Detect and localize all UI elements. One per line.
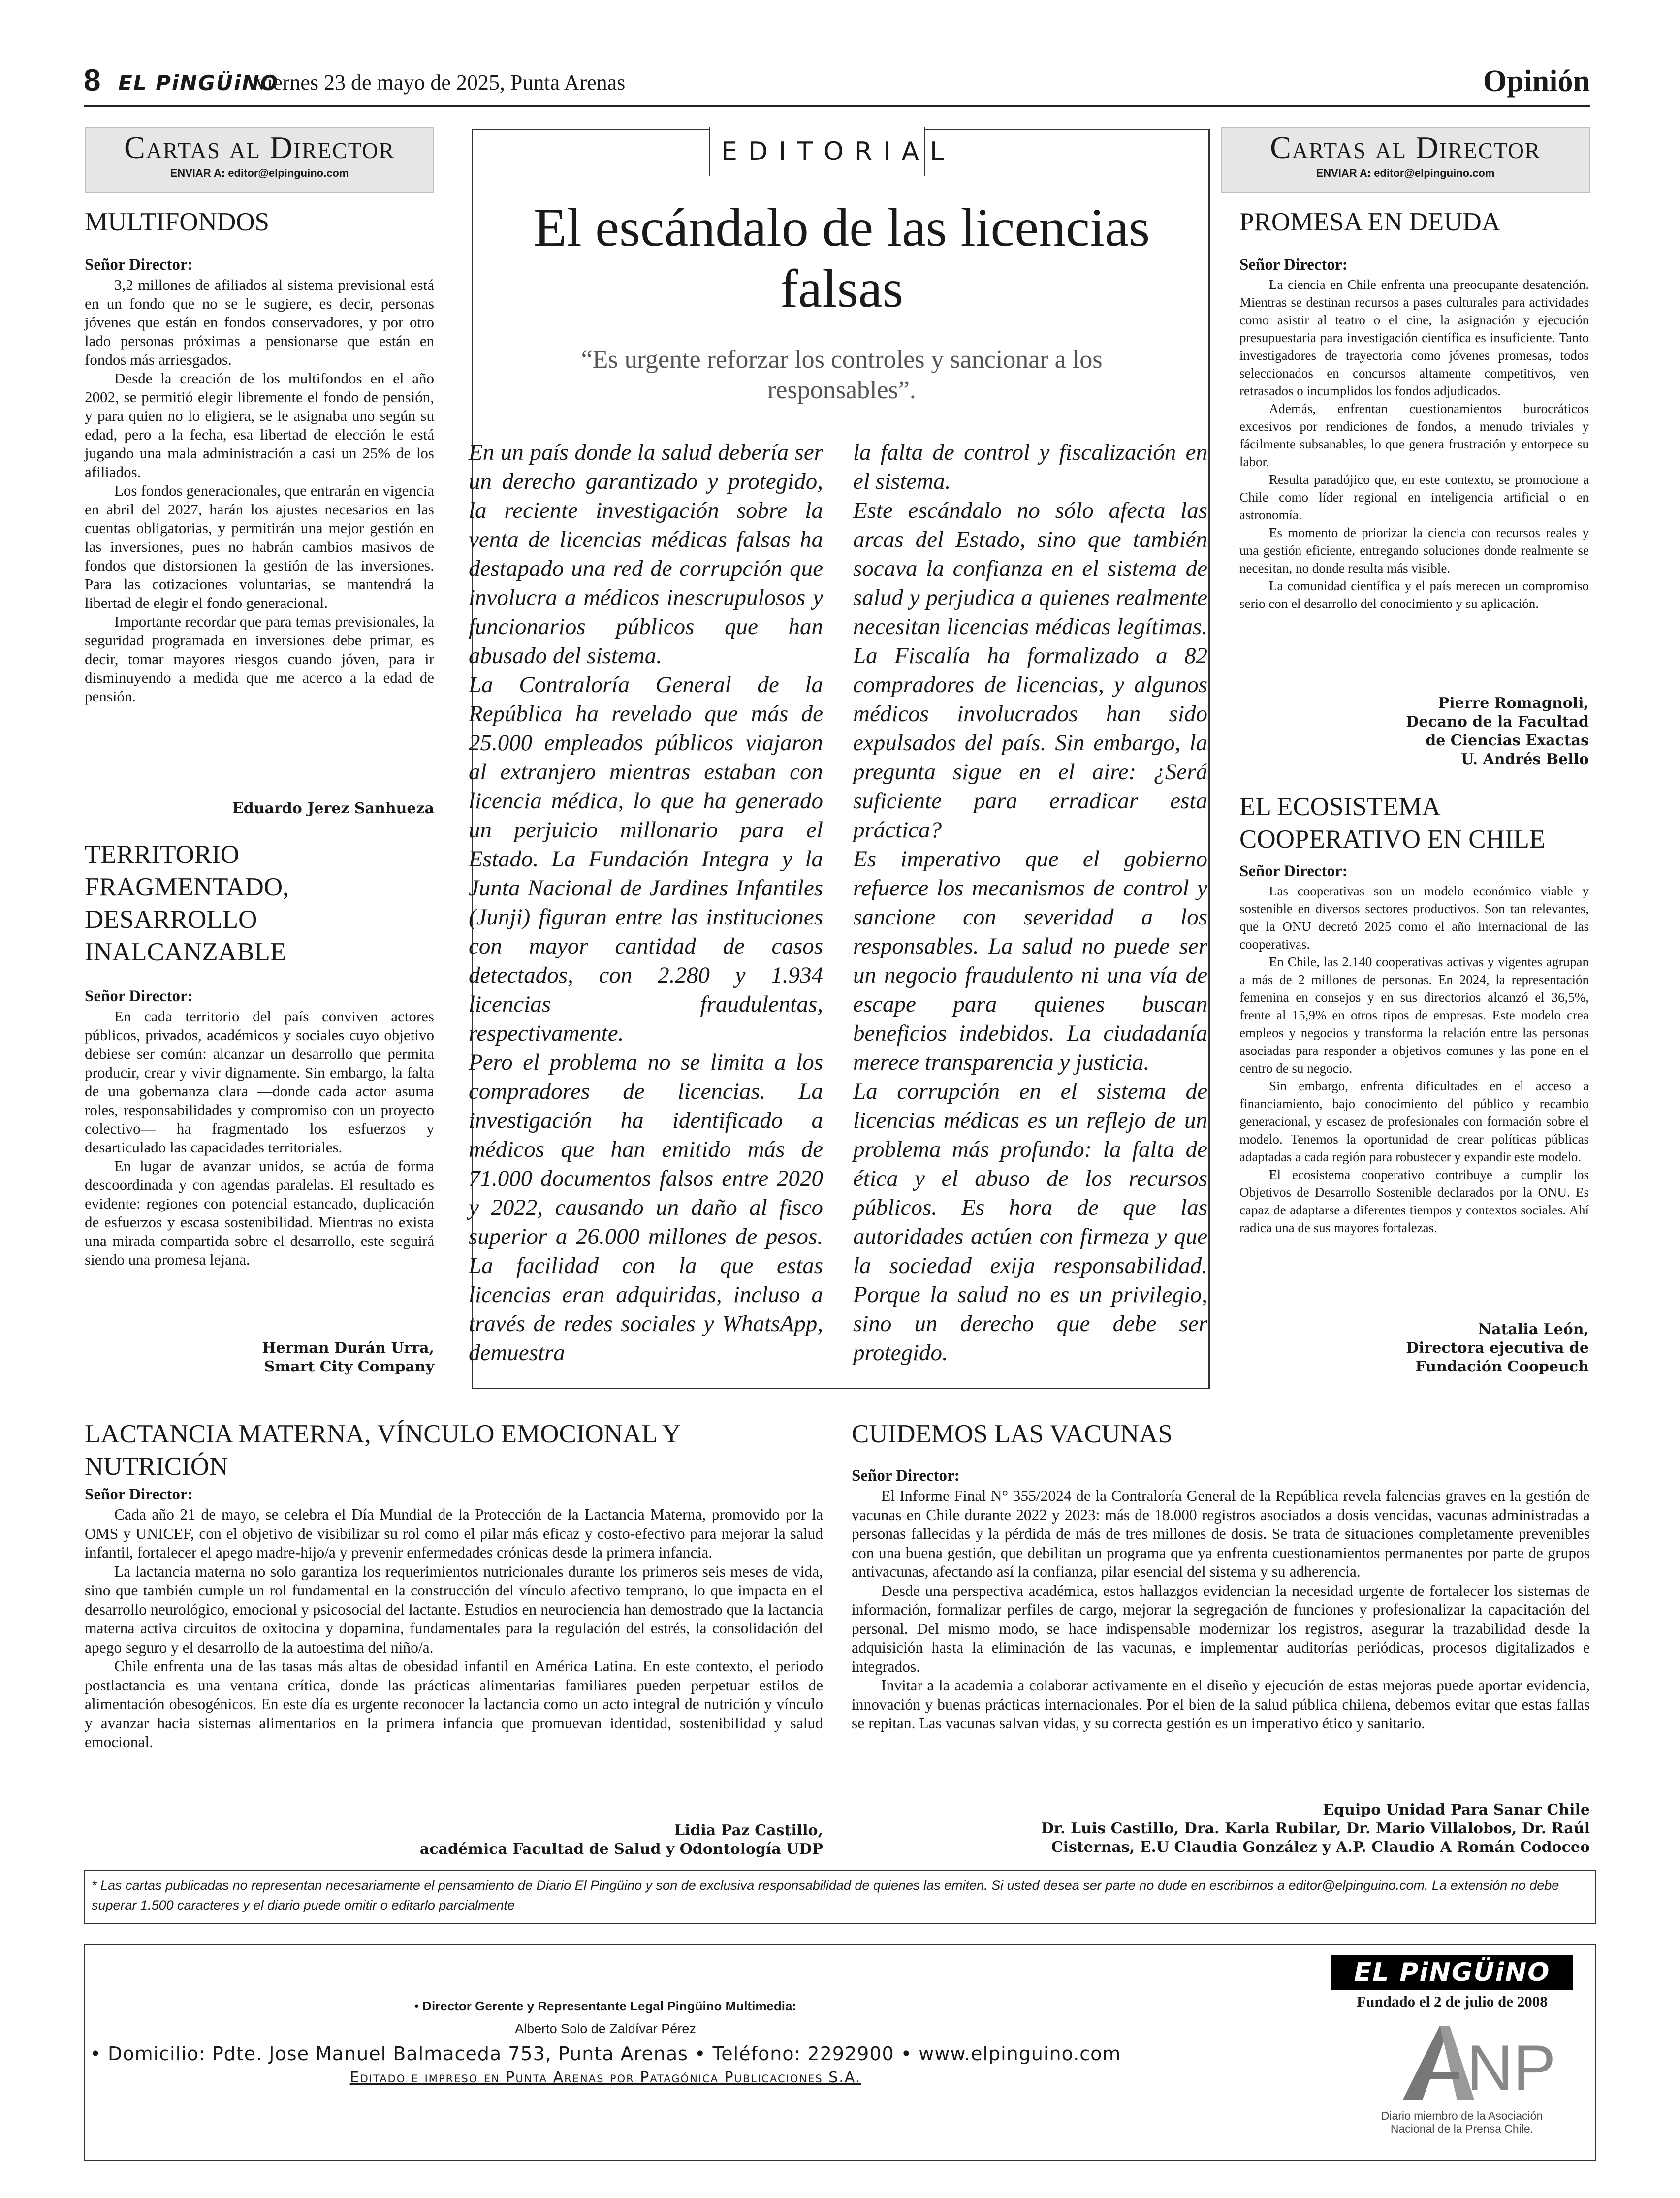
letter-salute: Señor Director: [85,1486,193,1503]
paragraph: 3,2 millones de afiliados al sistema previsional está en un fondo que no se le sugiere, es decir, personas jóvenes que están en fondos conservadores, y por otro lado personas próximas a pensionarse que están en fondos más arriesgados. [85,276,434,368]
paragraph: La lactancia materna no solo garantiza los requerimientos nutricionales durante los primeros seis meses de vida, sino que también cumple un rol fundamental en la construcción del vínculo afectivo temprano, lo que impacta en el desarrollo neurológico, emocional y psicosocial del lactante. Estudios en neurociencia han demostrado que la lactancia materna activa circuitos de oxitocina y dopamina, fundamentales para la regulación del estrés, la consolidación del apego seguro y el desarrollo de la autoestima del niño/a. [85,1562,823,1656]
letter-title-vacunas: CUIDEMOS LAS VACUNAS [852,1420,1173,1448]
paragraph: Desde la creación de los multifondos en el año 2002, se permitió elegir libremente el fondo de pensión, y para quien no lo eligiera, se le asignaba uno según su edad, pero a la fecha, esa libertad de elección le está jugando una mala administración a casi un 25% de los afiliados. [85,370,434,480]
page-number: 8 [84,64,101,97]
signature-line: Herman Durán Urra, [262,1339,434,1357]
editorial-title: El escándalo de las licencias falsas [533,197,1150,319]
signature-line: Dr. Luis Castillo, Dra. Karla Rubilar, Dr. Mario Villalobos, Dr. Raúl [1041,1820,1590,1837]
signature-line: Lidia Paz Castillo, [674,1822,823,1839]
editorial-column-1 [469,438,823,1368]
letter-title-ecosistema: EL ECOSISTEMA COOPERATIVO EN CHILE [1239,793,1546,854]
footer-logo: EL PiNGÜiNO [1331,1955,1573,1990]
letter-signature [85,1339,434,1376]
signature-line: Eduardo Jerez Sanhueza [232,800,434,817]
paragraph: Es imperativo que el gobierno refuerce los mecanismos de control y sancione con severidad a los responsables. La salud no puede ser un negocio fraudulento ni una vía de escape para quienes buscan beneficios indebidos. La ciudadanía merece transparencia y justicia. [853,846,1207,1075]
paragraph: En lugar de avanzar unidos, se actúa de forma descoordinada y con agendas paralelas. El resultado es evidente: regiones con potencial estancado, duplicación de esfuerzos y escasa sostenibilidad. Mientras no exista una mirada compartida sobre el desarrollo, este seguirá siendo una promesa lejana. [85,1157,434,1268]
paragraph: La corrupción en el sistema de licencias médicas es un reflejo de un problema más profundo: la falta de ética y el abuso de los recursos públicos. Es hora de que las autoridades actúen con firmeza y que la sociedad exija responsabilidad. Porque la salud no es un privilegio, sino un derecho que debe ser protegido. [853,1079,1207,1366]
paragraph: En Chile, las 2.140 cooperativas activas y vigentes agrupan a más de 2 millones de personas. En 2024, la representación femenina en consejos y en sus directorios alcanzó el 36,5%, frente al 15,9% en otros tipos de empresas. Este modelo crea empleos y negocios y transforma la relación entre las personas asociadas para responder a objetivos comunes y las pone en el centro de su negocio. [1239,955,1589,1076]
paragraph: En cada territorio del país conviven actores públicos, privados, académicos y sociales cuyo objetivo debiese ser común: alcanzar un desarrollo que permita producir, crear y vivir dignamente. Sin embargo, la falta de una gobernanza clara —donde cada actor asuma roles, responsabilidades y compromiso con un proyecto colectivo— ha fragmentado los esfuerzos y desarticulado las capacidades territoriales. [85,1008,434,1156]
anp-logo-letters: NP [1467,2032,1556,2103]
paragraph: Es momento de priorizar la ciencia con recursos reales y una gestión eficiente, entregando soluciones donde realmente se necesitan, no donde resulta más visible. [1239,525,1589,575]
cartas-header-right [1221,127,1590,193]
signature-line: académica Facultad de Salud y Odontología UDP [419,1841,823,1858]
letter-body-multifondos [85,276,434,706]
cartas-send-to: ENVIAR A: editor@elpinguino.com [1316,167,1495,179]
cartas-header-left [85,127,434,193]
paragraph: la falta de control y fiscalización en el sistema. [853,440,1207,494]
footer-director-name: Alberto Solo de Zaldívar Pérez [515,2021,696,2036]
cartas-title: Cartas al Director [124,130,395,165]
letter-signature [1239,694,1589,769]
paragraph: Chile enfrenta una de las tasas más altas de obesidad infantil en América Latina. En este contexto, el periodo postlactancia es una ventana crítica, donde las prácticas alimentarias familiares pueden perpetuar estilos de alimentación obesogénicos. En este día es urgente reconocer la lactancia como un acto integral de nutrición y vínculo y avanzar hacia sistemas alimentarios en la primera infancia que promuevan identidad, sostenibilidad y salud emocional. [85,1657,823,1751]
paragraph: Los fondos generacionales, que entrarán en vigencia en abril del 2027, harán los ajustes necesarios en las cuentas obligatorias, y permitirán una mejor gestión en las inversiones, pues no habrán cambios masivos de fondos que distorsionen la gestión de las inversiones. Para las cotizaciones voluntarias, se mantendrá la libertad de elegir el fondo generacional. [85,482,434,611]
paragraph: Este escándalo no sólo afecta las arcas del Estado, sino que también socava la confianza en el sistema de salud y perjudica a quienes realmente necesitan licencias médicas legítimas. La Fiscalía ha formalizado a 82 compradores de licencias, y algunos médicos involucrados han sido expulsados del país. Sin embargo, la pregunta sigue en el aire: ¿Será suficiente para erradicar esta práctica? [853,498,1207,843]
letter-body-vacunas [852,1487,1590,1733]
editorial-label: EDITORIAL [709,127,925,176]
letter-signature [1239,1320,1589,1376]
paragraph: La comunidad científica y el país merecen un compromiso serio con el desarrollo del conocimiento y su aplicación. [1239,578,1589,611]
letter-signature [85,799,434,818]
letter-signature [852,1801,1590,1857]
paragraph: La ciencia en Chile enfrenta una preocupante desatención. Mientras se destinan recursos a pases culturales para actividades como asistir al teatro o el cine, la asignación y ejecución presupuestaria para investigación científica es insuficiente. Tanto investigadores de trayectoria como jóvenes promesas, todos seleccionados en concursos altamente competitivos, ven retrasados o incumplidos los fondos adjudicados. [1239,277,1589,398]
signature-line: Pierre Romagnoli, [1438,695,1589,712]
letter-title-promesa: PROMESA EN DEUDA [1239,208,1501,236]
footer-founded: Fundado el 2 de julio de 2008 [1357,1993,1548,2010]
paragraph: Resulta paradójico que, en este contexto, se promocione a Chile como líder regional en inteligencia artificial o en astronomía. [1239,472,1589,522]
letter-body-promesa [1239,276,1589,612]
letter-title-lactancia: LACTANCIA MATERNA, VÍNCULO EMOCIONAL Y NUTRICIÓN [85,1420,680,1481]
signature-line: Decano de la Facultad [1406,713,1589,731]
letter-salute: Señor Director: [85,988,193,1005]
letter-title-territorio: TERRITORIO FRAGMENTADO, DESARROLLO INALCANZABLE [85,840,289,966]
paragraph: En un país donde la salud debería ser un derecho garantizado y protegido, la reciente investigación sobre la venta de licencias médicas falsas ha destapado una red de corrupción que involucra a médicos inescrupulosos y funcionarios públicos que han abusado del sistema. [469,440,823,669]
letter-body-territorio [85,1007,434,1269]
letter-title-multifondos: MULTIFONDOS [85,208,269,236]
paragraph: Sin embargo, enfrenta dificultades en el acceso a financiamiento, bajo conocimiento del público y recambio generacional, y escasez de profesionales con formación sobre el modelo. Tenemos la oportunidad de crear políticas públicas adaptadas a cada región para robustecer y expandir este modelo. [1239,1079,1589,1164]
paragraph: Pero el problema no se limita a los compradores de licencias. La investigación ha identificado a médicos que han emitido más de 71.000 documentos falsos entre 2020 y 2022, causando un daño al fisco superior a 26.000 millones de pesos. La facilidad con la que estas licencias eran adquiridas, incluso a través de redes sociales y WhatsApp, demuestra [469,1050,823,1366]
letter-salute: Señor Director: [1239,256,1348,274]
paragraph: Además, enfrentan cuestionamientos burocráticos excesivos por rendiciones de fondos, a menudo triviales y fácilmente subsanables, lo que genera frustración y entorpece su labor. [1239,401,1589,469]
footer-director-role: • Director Gerente y Representante Legal Pingüino Multimedia: [414,1999,797,2013]
paragraph: Invitar a la academia a colaborar activamente en el diseño y ejecución de estas mejoras puede aportar evidencia, innovación y buenas prácticas internacionales. Por el bien de la salud pública chilena, debemos evitar que estas fallas se repitan. Las vacunas salvan vidas, y su correcta gestión es un imperativo ético y sanitario. [852,1677,1590,1732]
signature-line: U. Andrés Bello [1461,751,1589,768]
signature-line: Fundación Coopeuch [1415,1358,1589,1375]
signature-line: Smart City Company [264,1358,434,1375]
signature-line: Equipo Unidad Para Sanar Chile [1323,1801,1590,1818]
paragraph: El ecosistema cooperativo contribuye a cumplir los Objetivos de Desarrollo Sostenible declarados por la ONU. Es capaz de adaptarse a diferentes tiempos y contextos sociales. Ahí radica una de sus mayores fortalezas. [1239,1167,1589,1235]
paragraph: Importante recordar que para temas previsionales, la seguridad programada en inversiones debe primar, es decir, tomar mayores riesgos cuando jóven, para ir disminuyendo a medida que me acerco a la edad de pensión. [85,613,434,705]
paragraph: Las cooperativas son un modelo económico viable y sostenible en diversos sectores productivos. Son tan relevantes, que la ONU decretó 2025 como el año internacional de las cooperativas. [1239,884,1589,952]
editorial-subtitle: “Es urgente reforzar los controles y sancionar a los responsables”. [581,346,1103,404]
paragraph: Desde una perspectiva académica, estos hallazgos evidencian la necesidad urgente de fortalecer los sistemas de información, formalizar perfiles de cargo, mejorar la segregación de funciones y profesionalizar la capacitación del personal. Del mismo modo, se hace indispensable modernizar los registros, asegurar la trazabilidad desde la adquisición hasta la eliminación de las vacunas, e implementar auditorías periódicas, procesos digitalizados e integrados. [852,1582,1590,1675]
disclaimer: * Las cartas publicadas no representan necesariamente el pensamiento de Diario El Pingüino y son de exclusiva responsabilidad de quienes las emiten. Si usted desea ser parte no dude en escribirnos a editor@elpinguino.com. La extensión no debe superar 1.500 caracteres y el diario puede omitir o editarlo parcialmente [84,1870,1596,1924]
letter-body-ecosistema [1239,882,1589,1237]
date-place: viernes 23 de mayo de 2025, Punta Arenas [256,70,626,95]
signature-line: Cisternas, E.U Claudia González y A.P. Claudio A Román Codoceo [1051,1839,1590,1856]
footer-printed-by: Editado e impreso en Punta Arenas por Patagónica Publicaciones S.A. [349,2069,861,2086]
paragraph: La Contraloría General de la República ha revelado que más de 25.000 empleados públicos viajaron al extranjero mientras estaban con licencia médica, lo que ha generado un perjuicio millonario para el Estado. La Fundación Integra y la Junta Nacional de Jardines Infantiles (Junji) figuran entre las instituciones con mayor cantidad de casos detectados, con 2.280 y 1.934 licencias fraudulentas, respectivamente. [469,672,823,1046]
letter-body-lactancia [85,1505,823,1752]
signature-line: Natalia León, [1478,1321,1589,1338]
letter-signature [85,1821,823,1859]
cartas-send-to: ENVIAR A: editor@elpinguino.com [170,167,349,179]
letter-salute: Señor Director: [852,1467,960,1485]
editorial-column-2 [853,438,1207,1368]
cartas-title: Cartas al Director [1270,130,1541,165]
signature-line: Directora ejecutiva de [1406,1339,1589,1357]
letter-salute: Señor Director: [85,256,193,274]
letter-salute: Señor Director: [1239,862,1348,880]
footer-address: • Domicilio: Pdte. Jose Manuel Balmaceda 753, Punta Arenas • Teléfono: 2292900 • www.elpinguino.com [90,2043,1121,2065]
anp-logo-icon [1393,2016,1556,2104]
anp-caption: Diario miembro de la Asociación Nacional de la Prensa Chile. [1381,2109,1543,2135]
page-header [84,63,1590,107]
section-title: Opinión [1483,64,1590,98]
paragraph: El Informe Final N° 355/2024 de la Contraloría General de la República revela falencias graves en la gestión de vacunas en Chile durante 2022 y 2023: más de 18.000 registros asociados a dosis vencidas, vacunas administradas a personas fallecidas y la pérdida de más de tres millones de dosis. Se trata de situaciones completamente prevenibles con una buena gestión, que debilitan un programa que ya enfrenta cuestionamientos permanentes por parte de grupos antivacunas, afectando así la confianza, pilar esencial del sistema y su adherencia. [852,1487,1590,1580]
masthead-logo: EL PiNGÜiNO [118,71,279,95]
paragraph: Cada año 21 de mayo, se celebra el Día Mundial de la Protección de la Lactancia Materna, promovido por la OMS y UNICEF, con el objetivo de visibilizar su rol como el pilar más eficaz y costo-efectivo para mejorar la salud infantil, fortalecer el apego madre-hijo/a y prevenir enfermedades crónicas desde la primera infancia. [85,1506,823,1561]
signature-line: de Ciencias Exactas [1426,732,1589,749]
